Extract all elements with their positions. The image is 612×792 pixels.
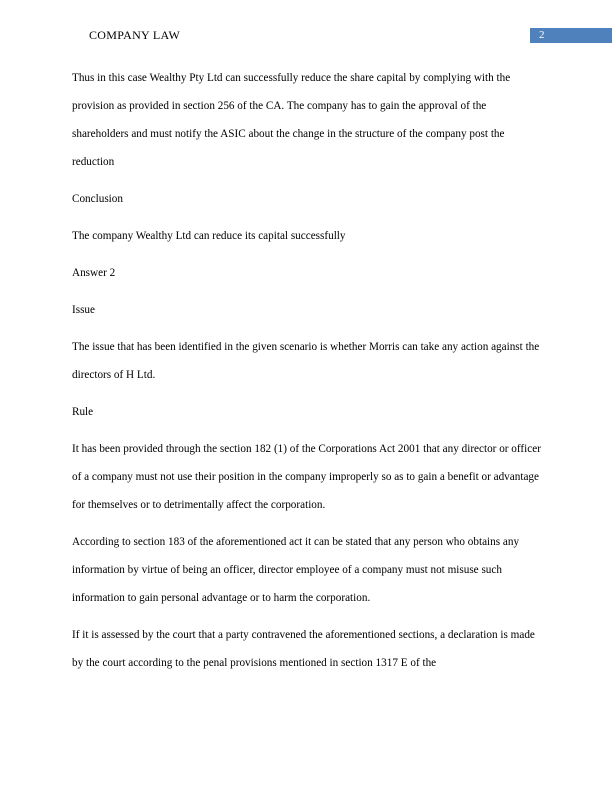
paragraph-section-183: According to section 183 of the aforementioned act it can be stated that any person who obtains any information by virtue of being an officer, director employee of a company must not misuse such information to gain personal advantage or to harm the corporation.	[72, 536, 520, 604]
paragraph-section-1317e: If it is assessed by the court that a party contravened the aforementioned sections, a declaration is made by the court according to the penal provisions mentioned in section 1317 E of the	[72, 629, 535, 669]
heading-rule: Rule	[72, 406, 94, 418]
heading-issue: Issue	[72, 304, 95, 316]
paragraph-issue: The issue that has been identified in the given scenario is whether Morris can take any action against the directors of H Ltd.	[72, 341, 540, 381]
running-header-title: COMPANY LAW	[89, 28, 181, 42]
heading-conclusion: Conclusion	[72, 193, 123, 205]
paragraph-reduction-summary: Thus in this case Wealthy Pty Ltd can successfully reduce the share capital by complying with the provision as provided in section 256 of the CA. The company has to gain the approval of the shareholders and must notify the ASIC about the change in the structure of the company post the reduction	[72, 72, 511, 168]
paragraph-section-182: It has been provided through the section 182 (1) of the Corporations Act 2001 that any director or officer of a company must not use their position in the company improperly so as to gain a benefit or advantage for themselves or to detrimentally affect the corporation.	[72, 443, 541, 511]
heading-answer-2: Answer 2	[72, 267, 116, 279]
page-number-badge: 2	[530, 28, 612, 43]
document-body	[72, 64, 544, 686]
paragraph-conclusion: The company Wealthy Ltd can reduce its capital successfully	[72, 230, 346, 242]
